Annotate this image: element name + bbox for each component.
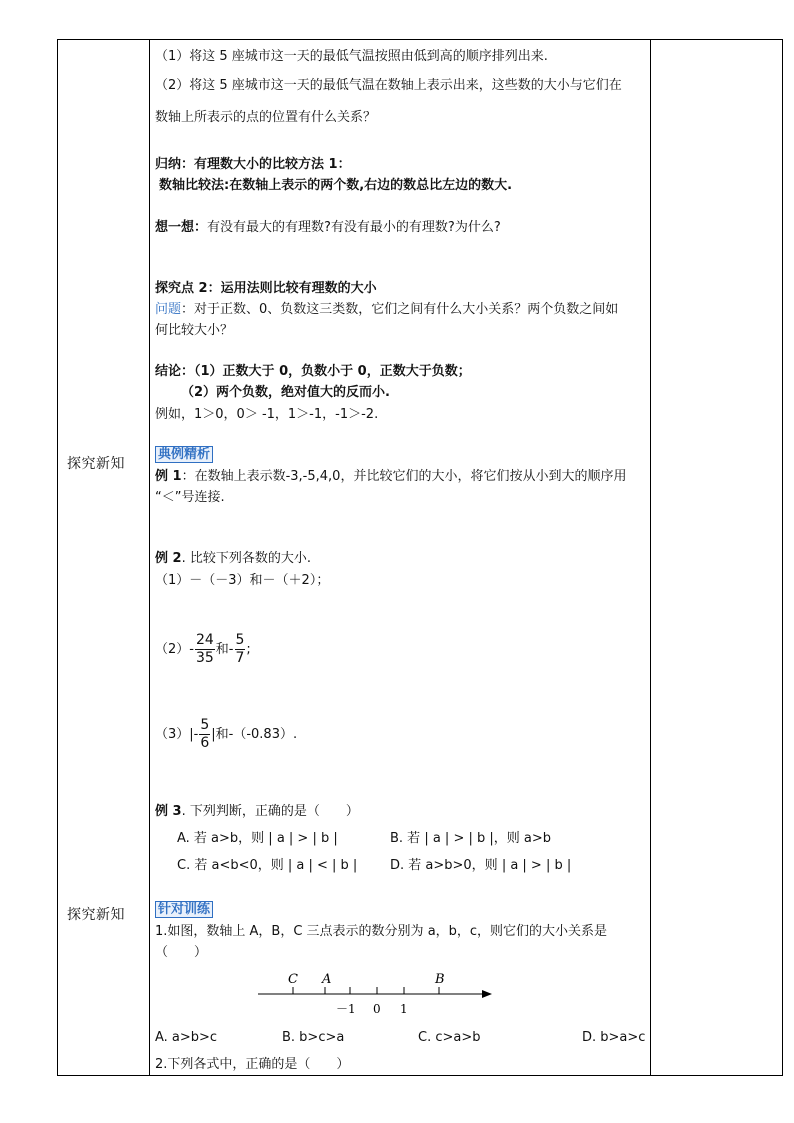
- question-label: 问题: [155, 302, 182, 317]
- tag-examples-label: 典例精析: [155, 446, 213, 463]
- training-1-option-b: B. b>c>a: [282, 1030, 345, 1045]
- training-2: 2.下列各式中，正确的是（ ）: [155, 1057, 350, 1072]
- question-2-cont: 数轴上所表示的点的位置有什么关系？: [155, 110, 377, 125]
- section-label: 探究新知: [67, 907, 125, 923]
- ex2-2-suffix: ;: [246, 642, 251, 657]
- column-divider: [650, 40, 651, 1075]
- fraction-numerator: 5: [200, 717, 210, 733]
- fraction-numerator: 5: [235, 632, 245, 648]
- question-line: [155, 302, 618, 318]
- lesson-table: [57, 39, 783, 1076]
- ex2-3-suffix: |和-（-0.83）.: [211, 727, 298, 742]
- ex3-option-c: C. 若 a<b<0，则 | a | < | b |: [177, 858, 358, 873]
- summary-title: 归纳：有理数大小的比较方法 1：: [155, 157, 351, 172]
- think-label: 想一想：: [155, 220, 208, 235]
- example-line: 例如，1＞0，0＞ -1，1＞-1，-1＞-2.: [155, 407, 379, 422]
- training-1-option-a: A. a>b>c: [155, 1030, 218, 1045]
- example-1: [155, 469, 626, 485]
- example-3: [155, 804, 359, 820]
- question-1: （1）将这 5 座城市这一天的最低气温按照由低到高的顺序排列出来.: [155, 49, 548, 64]
- tick-label: 1: [400, 1002, 408, 1016]
- example-2-1: （1）－（－3）和－（＋2）；: [155, 573, 330, 588]
- point-label-b: B: [435, 972, 445, 987]
- question-line-cont: 何比较大小？: [155, 323, 234, 338]
- content-cell: [150, 40, 650, 1075]
- fraction: [195, 632, 215, 667]
- tick-label: －1: [336, 1002, 356, 1016]
- ex1-body: ：在数轴上表示数-3,-5,4,0，并比较它们的大小，将它们按从小到大的顺序用: [181, 469, 627, 484]
- training-1-cont: （ ）: [155, 945, 208, 960]
- training-1-option-d: D. b>a>c: [582, 1030, 646, 1045]
- fraction: [235, 632, 246, 667]
- number-line-figure: [250, 966, 510, 1022]
- fraction-denominator: 7: [235, 650, 245, 666]
- summary-body: 数轴比较法:在数轴上表示的两个数,右边的数总比左边的数大.: [159, 178, 513, 193]
- number-line-arrow: [482, 990, 492, 998]
- ex3-option-a: A. 若 a>b，则 | a | > | b |: [177, 831, 338, 846]
- think-line: [155, 220, 501, 236]
- ex3-option-d: D. 若 a>b>0，则 | a | > | b |: [390, 858, 572, 873]
- ex1-label: 例 1: [155, 469, 182, 484]
- fraction: [199, 717, 210, 752]
- conclusion-line: [155, 364, 471, 380]
- explore-point-2: 探究点 2：运用法则比较有理数的大小: [155, 281, 377, 296]
- think-body: 有没有最大的有理数?有没有最小的有理数?为什么?: [207, 220, 501, 235]
- fraction-denominator: 35: [195, 650, 214, 666]
- ex3-option-b: B. 若 | a | > | b |，则 a>b: [390, 831, 551, 846]
- conclusion-label: 结论：: [155, 364, 195, 379]
- example-2-2: [155, 632, 251, 668]
- fraction-numerator: 24: [195, 632, 214, 648]
- ex2-2-prefix: （2）-: [155, 642, 194, 657]
- ex3-title: . 下列判断，正确的是（ ）: [181, 804, 359, 819]
- section-label: 探究新知: [67, 456, 125, 472]
- conclusion-2: （2）两个负数，绝对值大的反而小.: [181, 385, 390, 400]
- question-body: ：对于正数、0、负数这三类数，它们之间有什么大小关系？两个负数之间如: [181, 302, 619, 317]
- ex2-title: . 比较下列各数的大小.: [181, 551, 311, 566]
- question-2: （2）将这 5 座城市这一天的最低气温在数轴上表示出来，这些数的大小与它们在: [155, 78, 622, 93]
- training-1-option-c: C. c>a>b: [418, 1030, 481, 1045]
- conclusion-1: （1）正数大于 0，负数小于 0，正数大于负数；: [194, 364, 471, 379]
- ex3-label: 例 3: [155, 804, 182, 819]
- ex2-2-middle: 和-: [215, 642, 234, 657]
- ex2-3-prefix: （3）|-: [155, 727, 199, 742]
- example-1-cont: “＜”号连接.: [155, 490, 225, 505]
- tag-examples: [155, 446, 213, 463]
- ex2-label: 例 2: [155, 551, 182, 566]
- example-2: [155, 551, 311, 567]
- training-1: 1.如图，数轴上 A，B，C 三点表示的数分别为 a，b，c，则它们的大小关系是: [155, 924, 608, 939]
- tick-label: 0: [373, 1002, 381, 1016]
- tag-practice-label: 针对训练: [155, 901, 213, 918]
- point-label-c: C: [288, 972, 298, 987]
- tag-practice: [155, 901, 213, 918]
- fraction-denominator: 6: [200, 735, 210, 751]
- point-label-a: A: [322, 972, 332, 987]
- example-2-3: [155, 717, 297, 753]
